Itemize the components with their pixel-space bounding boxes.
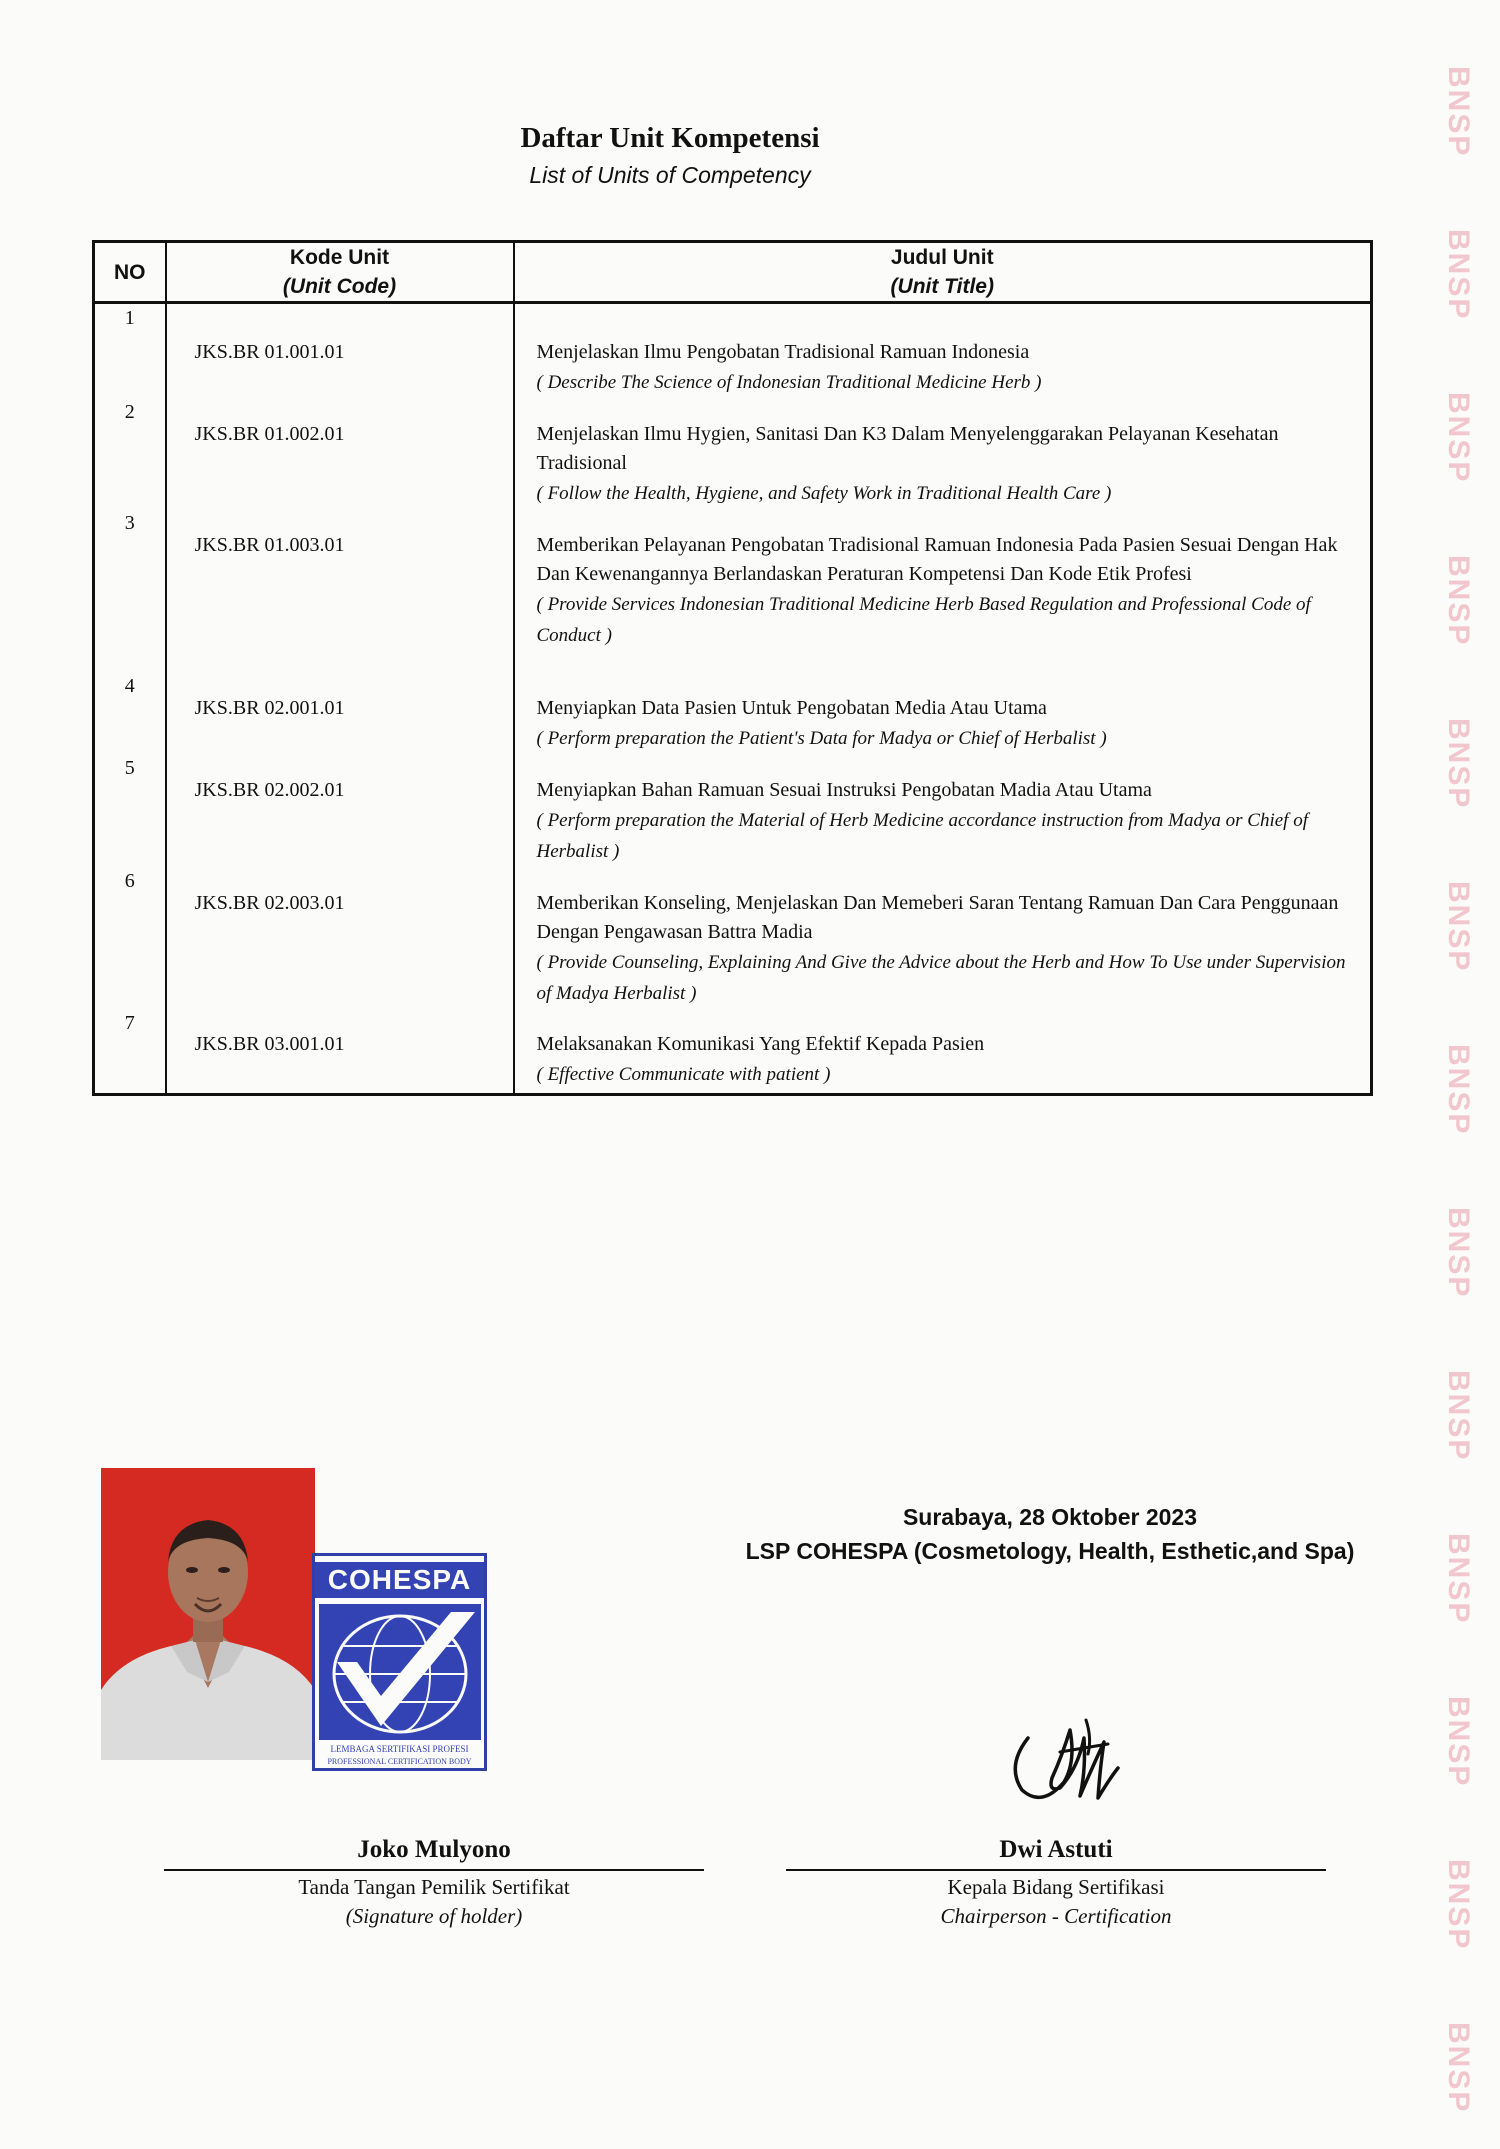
header-title-label: Judul Unit	[890, 246, 994, 269]
stamp-brand: COHESPA	[315, 1562, 484, 1598]
holder-portrait-image	[101, 1468, 315, 1760]
issuer-organization: LSP COHESPA (Cosmetology, Health, Esthetic,and Spa)	[745, 1538, 1355, 1564]
unit-title-cell	[514, 754, 1372, 867]
unit-title-cell	[514, 398, 1372, 509]
unit-title-en: ( Provide Services Indonesian Traditional Medicine Herb Based Regulation and Professional Code of Conduct )	[536, 594, 1311, 646]
table-row	[94, 303, 1372, 399]
unit-code: JKS.BR 02.002.01	[194, 779, 345, 801]
chair-name: Dwi Astuti	[999, 1836, 1113, 1863]
chair-role: Kepala Bidang Sertifikasi	[947, 1875, 1165, 1899]
stamp-text-en: PROFESSIONAL CERTIFICATION BODY	[327, 1757, 472, 1766]
row-number: 1	[124, 307, 135, 329]
unit-code: JKS.BR 01.001.01	[194, 341, 345, 363]
header-code-label: Kode Unit	[289, 246, 390, 269]
cohespa-stamp	[312, 1553, 487, 1771]
unit-title-en: ( Follow the Health, Hygiene, and Safety Work in Traditional Health Care )	[536, 483, 1112, 504]
header-title	[514, 242, 1372, 303]
watermark-text: BNSP	[1442, 65, 1475, 158]
row-number-cell	[94, 672, 166, 754]
chair-signature-line	[786, 1869, 1326, 1871]
stamp-text-id: LEMBAGA SERTIFIKASI PROFESI	[330, 1744, 469, 1754]
table-header-row	[94, 242, 1372, 303]
header-code	[166, 242, 514, 303]
unit-code-cell	[166, 398, 514, 509]
watermark-text: BNSP	[1442, 1695, 1475, 1788]
holder-photo	[101, 1468, 315, 1760]
bnsp-watermark	[1438, 30, 1478, 2149]
row-number: 7	[124, 1012, 135, 1034]
holder-role: Tanda Tangan Pemilik Sertifikat	[298, 1875, 570, 1899]
header-no: NO	[94, 242, 166, 303]
page-title: Daftar Unit Kompetensi	[520, 122, 820, 154]
watermark-text: BNSP	[1442, 880, 1475, 973]
watermark-text: BNSP	[1442, 717, 1475, 810]
unit-title-cell	[514, 867, 1372, 1009]
unit-title: Melaksanakan Komunikasi Yang Efektif Kepada Pasien	[536, 1033, 985, 1055]
chair-signature-block	[786, 1834, 1326, 1931]
unit-code-cell	[166, 509, 514, 672]
unit-code: JKS.BR 01.002.01	[194, 423, 345, 445]
unit-title: Menyiapkan Data Pasien Untuk Pengobatan Media Atau Utama	[536, 697, 1047, 719]
unit-code-cell	[166, 1009, 514, 1095]
unit-code: JKS.BR 01.003.01	[194, 534, 345, 556]
unit-title: Menjelaskan Ilmu Hygien, Sanitasi Dan K3 Dalam Menyelenggarakan Pelayanan Kesehatan Tradisional	[536, 423, 1279, 474]
handwritten-signature	[1000, 1708, 1130, 1818]
globe-check-icon	[319, 1604, 481, 1740]
holder-role-en: (Signature of holder)	[345, 1904, 523, 1928]
row-number-cell	[94, 754, 166, 867]
unit-code: JKS.BR 02.001.01	[194, 697, 345, 719]
page-subtitle: List of Units of Competency	[529, 162, 811, 188]
header-title-label-en: (Unit Title)	[890, 275, 994, 298]
row-number-cell	[94, 509, 166, 672]
chair-role-en: Chairperson - Certification	[940, 1904, 1172, 1928]
watermark-text: BNSP	[1442, 2021, 1475, 2114]
issue-place-date: Surabaya, 28 Oktober 2023	[902, 1504, 1198, 1530]
table-row	[94, 672, 1372, 754]
unit-title-en: ( Perform preparation the Material of Herb Medicine accordance instruction from Madya or Chief of Herbalist )	[536, 810, 1308, 862]
table-row	[94, 867, 1372, 1009]
unit-title-cell	[514, 672, 1372, 754]
unit-title: Menjelaskan Ilmu Pengobatan Tradisional Ramuan Indonesia	[536, 341, 1030, 363]
row-number-cell	[94, 867, 166, 1009]
unit-title-en: ( Perform preparation the Patient's Data for Madya or Chief of Herbalist )	[536, 728, 1107, 749]
unit-title-en: ( Effective Communicate with patient )	[536, 1064, 831, 1085]
watermark-text: BNSP	[1442, 391, 1475, 484]
row-number-cell	[94, 1009, 166, 1095]
watermark-text: BNSP	[1442, 1858, 1475, 1951]
unit-title-cell	[514, 509, 1372, 672]
row-number-cell	[94, 303, 166, 399]
watermark-text: BNSP	[1442, 1043, 1475, 1136]
unit-code-cell	[166, 754, 514, 867]
watermark-text: BNSP	[1442, 1206, 1475, 1299]
row-number: 4	[124, 675, 135, 697]
unit-title: Memberikan Pelayanan Pengobatan Tradisional Ramuan Indonesia Pada Pasien Sesuai Dengan Hak Dan Kewenangannya Berlandaskan Peraturan Kompetensi Dan Kode Etik Profesi	[536, 534, 1338, 585]
row-number: 3	[124, 512, 135, 534]
unit-code: JKS.BR 02.003.01	[194, 892, 345, 914]
table-row	[94, 1009, 1372, 1095]
row-number: 5	[124, 757, 135, 779]
row-number-cell	[94, 398, 166, 509]
unit-code-cell	[166, 303, 514, 399]
unit-code-cell	[166, 867, 514, 1009]
watermark-text: BNSP	[1442, 228, 1475, 321]
unit-title: Memberikan Konseling, Menjelaskan Dan Memeberi Saran Tentang Ramuan Dan Cara Penggunaan Dengan Pengawasan Battra Madia	[536, 892, 1339, 943]
unit-title-en: ( Describe The Science of Indonesian Traditional Medicine Herb )	[536, 372, 1042, 393]
row-number: 2	[124, 401, 135, 423]
watermark-text: BNSP	[1442, 1369, 1475, 1462]
unit-code-cell	[166, 672, 514, 754]
header-code-label-en: (Unit Code)	[282, 275, 397, 298]
table-row	[94, 509, 1372, 672]
unit-title-en: ( Provide Counseling, Explaining And Give the Advice about the Herb and How To Use under Supervision of Madya Herbalist )	[536, 952, 1346, 1004]
unit-title: Menyiapkan Bahan Ramuan Sesuai Instruksi Pengobatan Madia Atau Utama	[536, 779, 1152, 801]
unit-title-cell	[514, 303, 1372, 399]
holder-signature-block	[164, 1834, 704, 1931]
watermark-text: BNSP	[1442, 1532, 1475, 1625]
units-table	[92, 240, 1373, 1096]
unit-code: JKS.BR 03.001.01	[194, 1033, 345, 1055]
holder-name: Joko Mulyono	[357, 1836, 511, 1863]
row-number: 6	[124, 870, 135, 892]
table-row	[94, 398, 1372, 509]
watermark-text: BNSP	[1442, 554, 1475, 647]
unit-title-cell	[514, 1009, 1372, 1095]
holder-signature-line	[164, 1869, 704, 1871]
table-row	[94, 754, 1372, 867]
